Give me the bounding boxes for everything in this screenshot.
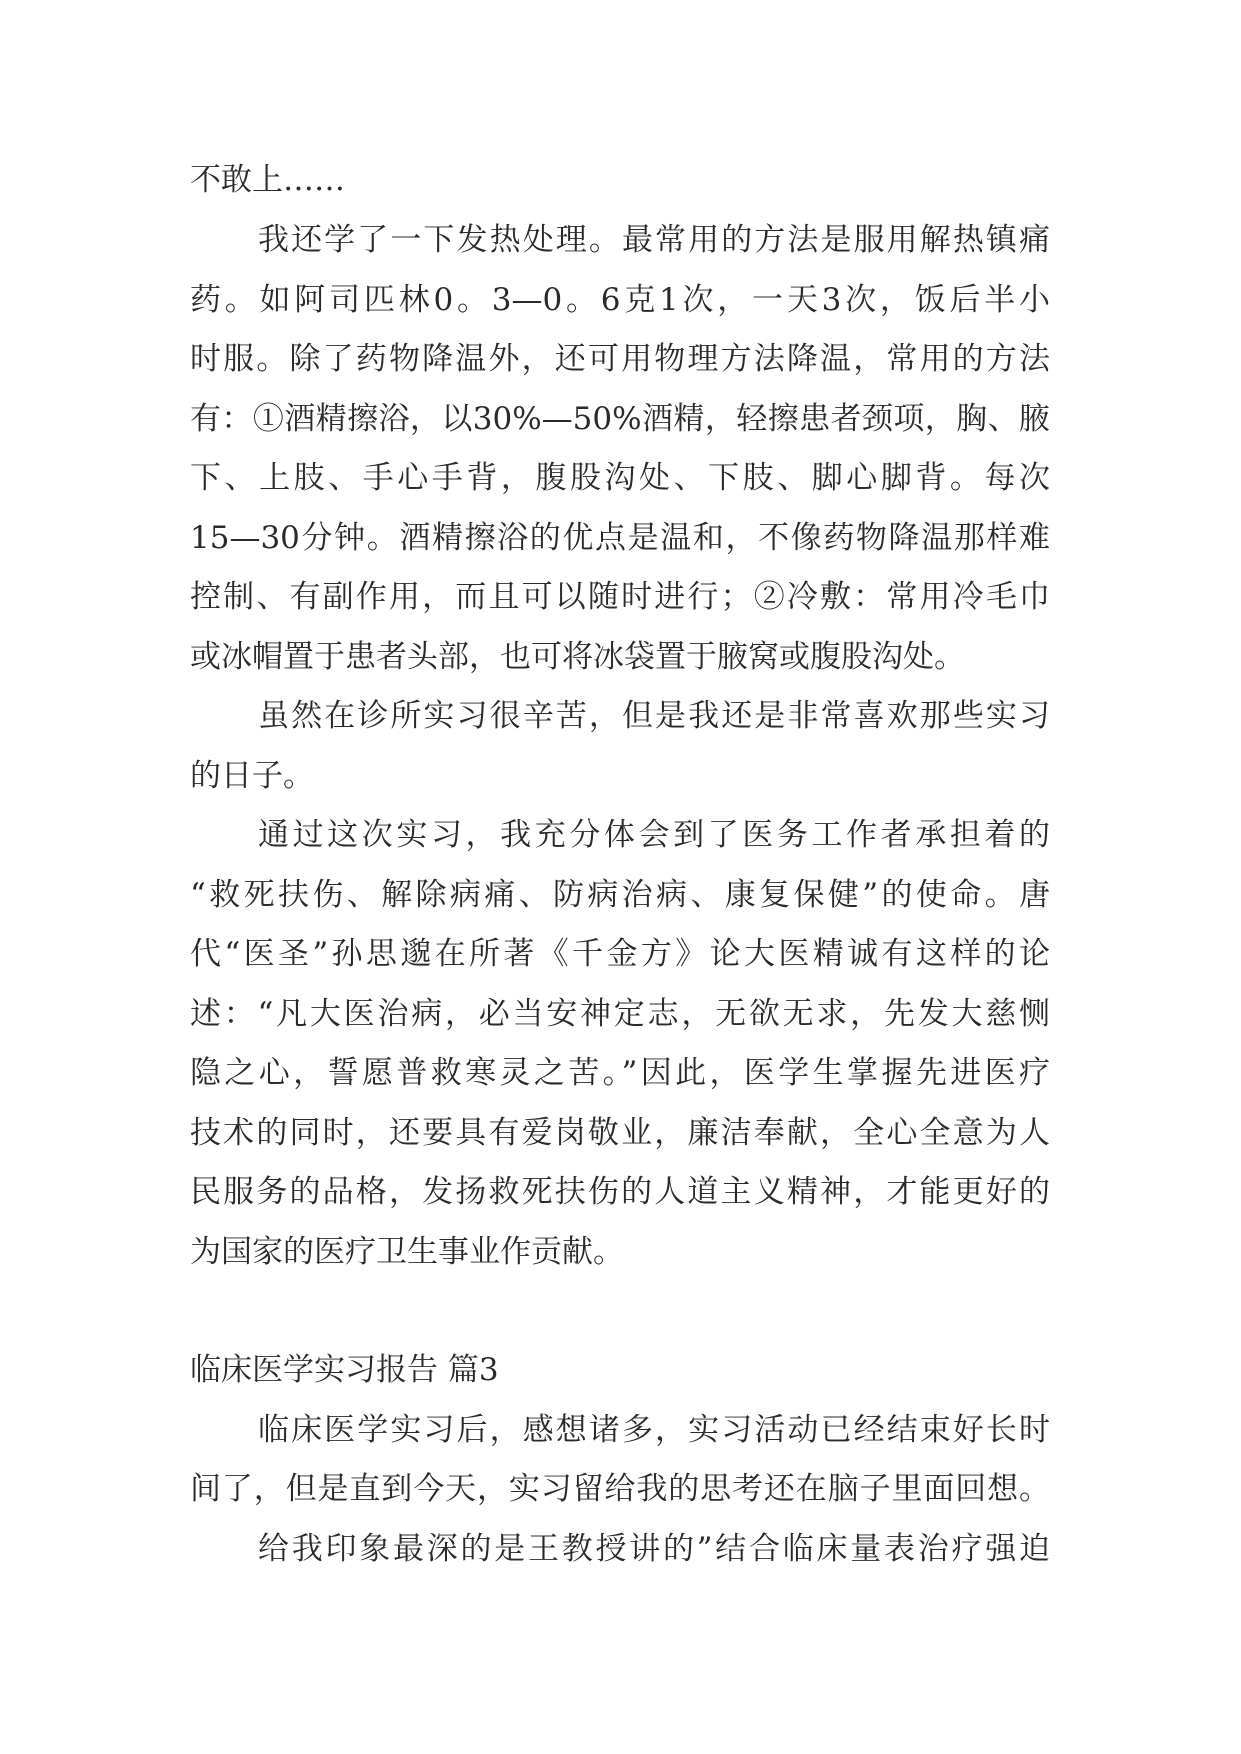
paragraph-line: 给我印象最深的是王教授讲的”结合临床量表治疗强迫 [258,1531,1050,1567]
paragraph-line: 通过这次实习，我充分体会到了医务工作者承担着的 [258,817,1050,853]
paragraph-line: 间了，但是直到今天，实习留给我的思考还在脑子里面回想。 [190,1471,1050,1507]
paragraph-line: 虽然在诊所实习很辛苦，但是我还是非常喜欢那些实习 [258,698,1050,734]
paragraph-line: 的日子。 [190,758,314,794]
paragraph-line: 我还学了一下发热处理。最常用的方法是服用解热镇痛 [258,222,1050,258]
paragraph-line: 隐之心，誓愿普救寒灵之苦。”因此，医学生掌握先进医疗 [190,1055,1050,1091]
paragraph-line: 不敢上…… [190,162,345,198]
paragraph-line: 时服。除了药物降温外，还可用物理方法降温，常用的方法 [190,341,1050,377]
paragraph-line: 控制、有副作用，而且可以随时进行；②冷敷：常用冷毛巾 [190,579,1050,615]
paragraph-line: 述：“凡大医治病，必当安神定志，无欲无求，先发大慈恻 [190,996,1050,1032]
paragraph-line: 药。如阿司匹林0。3—0。6克1次，一天3次，饭后半小 [190,282,1050,318]
paragraph-line: 下、上肢、手心手背，腹股沟处、下肢、脚心脚背。每次 [190,460,1050,496]
paragraph-line: 有：①酒精擦浴，以30%—50%酒精，轻擦患者颈项，胸、腋 [190,401,1050,437]
paragraph-line: 技术的同时，还要具有爱岗敬业，廉洁奉献，全心全意为人 [190,1115,1050,1151]
paragraph-line: 为国家的医疗卫生事业作贡献。 [190,1234,624,1270]
paragraph-line: 代“医圣”孙思邈在所著《千金方》论大医精诚有这样的论 [190,936,1050,972]
paragraph-line: 或冰帽置于患者头部，也可将冰袋置于腋窝或腹股沟处。 [190,639,965,675]
paragraph-line: “救死扶伤、解除病痛、防病治病、康复保健”的使命。唐 [190,877,1050,913]
paragraph-line: 15—30分钟。酒精擦浴的优点是温和，不像药物降温那样难 [190,520,1050,556]
section-heading: 临床医学实习报告 篇3 [190,1352,499,1388]
paragraph-line: 临床医学实习后，感想诸多，实习活动已经结束好长时 [258,1412,1050,1448]
paragraph-line: 民服务的品格，发扬救死扶伤的人道主义精神，才能更好的 [190,1174,1050,1210]
